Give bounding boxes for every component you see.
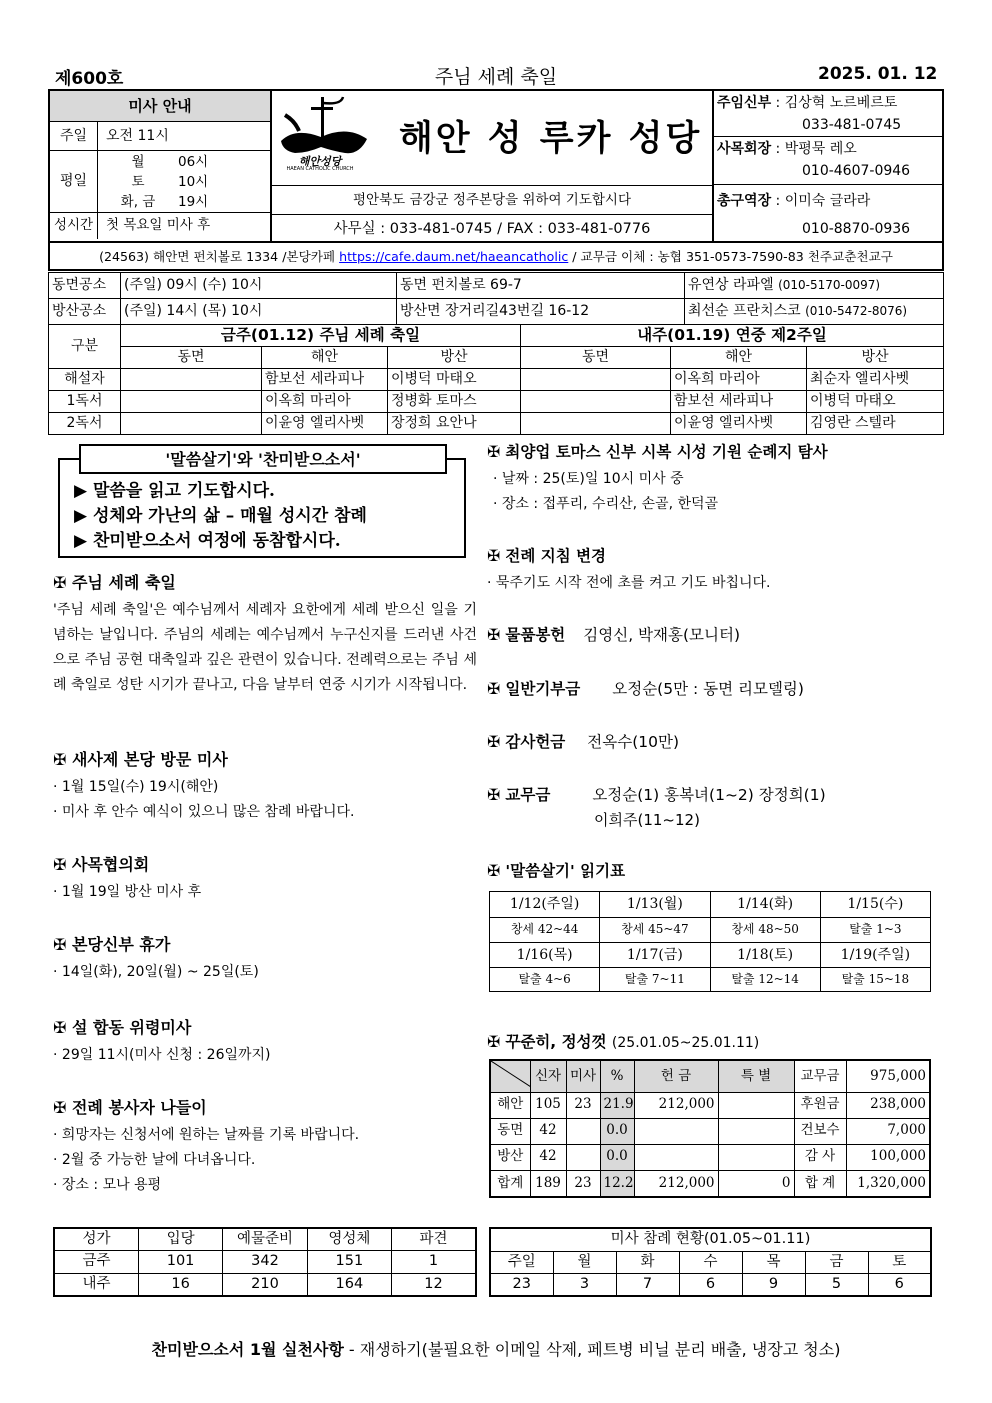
col-header: 예물준비: [223, 1228, 307, 1250]
table-cell: 함보선 세라피나: [262, 369, 388, 391]
office-contact: 사무실 : 033-481-0745 / FAX : 033-481-0776: [333, 221, 651, 237]
notice-outing: [53, 1095, 477, 1198]
table-cell: 이윤영 엘리사벳: [671, 413, 807, 435]
table-cell: 42: [530, 1144, 566, 1170]
table-cell: [521, 369, 671, 391]
table-cell: [566, 1144, 600, 1170]
station-name: 방산공소: [49, 299, 121, 325]
weekday-time: 19시: [178, 194, 209, 210]
col-header: 동면: [521, 347, 671, 369]
section-title: ✠ '말씀살기' 읽기표: [487, 862, 626, 880]
section-value: 김영신, 박재홍(모니터): [583, 626, 740, 644]
staff-role: 주임신부: [717, 95, 772, 111]
station-address: 방산면 장거리길43번길 16-12: [397, 299, 685, 325]
weekday-day: 화, 금: [120, 194, 156, 210]
table-cell: 189: [530, 1170, 566, 1197]
motto-item: ▶ 성체와 가난의 삶 – 매월 성시간 참례: [74, 506, 367, 526]
notice-donation: [487, 623, 740, 645]
section-title: ✠ 설 합동 위령미사: [53, 1018, 192, 1037]
reading-date: 1/16(목): [490, 943, 600, 968]
table-cell: [634, 1118, 718, 1144]
reading-date: 1/15(수): [820, 892, 930, 918]
staff-role: 총구역장: [717, 193, 772, 209]
table-cell: 212,000: [634, 1170, 718, 1197]
role-label: 2독서: [49, 413, 121, 435]
footer-text: - 재생하기(불필요한 이메일 삭제, 페트병 비닐 분리 배출, 냉장고 청소): [343, 1340, 841, 1359]
mass-stats-table: [489, 1227, 932, 1297]
row-label: 합계: [490, 1170, 530, 1197]
table-cell: [566, 1118, 600, 1144]
parish-banner: [271, 89, 713, 243]
table-cell: 함보선 세라피나: [671, 391, 807, 413]
table-cell: 42: [530, 1118, 566, 1144]
col-header: 금: [805, 1251, 868, 1273]
table-cell: 내주: [54, 1273, 138, 1296]
reading-passage: 탈출 12~14: [710, 968, 820, 992]
section-title: ✠ 최양업 토마스 신부 시복 시성 기원 순례지 탐사: [487, 443, 828, 461]
col-header: 화: [616, 1251, 679, 1273]
issue-date: 2025. 01. 12: [818, 64, 938, 84]
side-label: 교무금: [794, 1060, 846, 1092]
col-header: 특 별: [718, 1060, 794, 1092]
staff-phone: 010-8870-0936: [802, 221, 911, 237]
col-header: %: [600, 1060, 634, 1092]
row-label: 해안: [490, 1092, 530, 1118]
list-item: · 날짜 : 25(토)일 10시 미사 중: [493, 467, 937, 492]
weekday-time: 06시: [178, 154, 209, 170]
row-label: 방산: [490, 1144, 530, 1170]
table-cell: 정병화 토마스: [388, 391, 521, 413]
table-cell: 23: [490, 1273, 553, 1296]
section-title: ✠ 본당신부 휴가: [53, 935, 171, 954]
finance-title-wrap: [487, 1030, 759, 1052]
cafe-link[interactable]: https://cafe.daum.net/haeancatholic: [339, 249, 569, 264]
table-row: [490, 1144, 930, 1170]
station-phone: (010-5472-8076): [805, 304, 908, 319]
notice-council: [53, 852, 477, 905]
holy-hour-value: 첫 목요일 미사 후: [106, 217, 211, 233]
staff-name: 이미숙 글라라: [784, 193, 871, 209]
row-label: 동면: [490, 1118, 530, 1144]
section-value: 오정순(5만 : 동면 리모델링): [612, 680, 804, 698]
role-label: 1독서: [49, 391, 121, 413]
reading-date: 1/17(금): [600, 943, 710, 968]
motto-list: [74, 479, 367, 554]
section-title: ✠ 물품봉헌: [487, 626, 566, 644]
col-header: 미사: [566, 1060, 600, 1092]
table-row: [49, 413, 944, 435]
table-row: [490, 1170, 930, 1197]
roles-head: 구분: [49, 325, 121, 369]
table-cell: 이병덕 마태오: [807, 391, 944, 413]
section-title: ✠ 일반기부금: [487, 680, 581, 698]
section-title: ✠ 감사헌금: [487, 733, 566, 751]
notice-vacation: [53, 932, 477, 985]
staff-box: 주임신부 : 김상혁 노르베르토 033-481-0745 사목회장 : 박평묵 레오 010-4607-0946 총구역장 : 이미숙 글라라 010-8870-0936: [712, 89, 944, 243]
side-label: 감 사: [794, 1144, 846, 1170]
table-cell: [521, 413, 671, 435]
table-cell: 0.0: [600, 1144, 634, 1170]
table-row: [490, 1118, 930, 1144]
station-name: 동면공소: [49, 273, 121, 299]
station-times: (주일) 09시 (수) 10시: [121, 273, 397, 299]
reading-date: 1/19(주일): [820, 943, 930, 968]
side-value: 7,000: [846, 1118, 930, 1144]
col-header: 동면: [121, 347, 262, 369]
holy-hour-label: 성시간: [50, 213, 98, 239]
section-title: ✠ 전례 봉사자 나들이: [53, 1098, 207, 1117]
table-cell: [718, 1144, 794, 1170]
footer: [0, 1337, 992, 1360]
col-header: 수: [679, 1251, 742, 1273]
notice-special-gift: [487, 677, 804, 699]
table-cell: 105: [530, 1092, 566, 1118]
address-line: [48, 243, 944, 271]
table-cell: [121, 391, 262, 413]
list-item: · 희망자는 신청서에 원하는 날짜를 기록 바랍니다.: [53, 1123, 477, 1148]
station-address: 동면 펀치볼로 69-7: [397, 273, 685, 299]
list-item: · 14일(화), 20일(월) ~ 25일(토): [53, 960, 477, 985]
table-cell: 164: [307, 1273, 391, 1296]
mass-info: [48, 89, 272, 243]
weekday-day: 토: [131, 174, 145, 190]
col-header: 영성체: [307, 1228, 391, 1250]
col-header: 주일: [490, 1251, 553, 1273]
table-row: [54, 1250, 476, 1273]
reading-passage: 창세 45~47: [600, 918, 710, 943]
stations-table: [48, 272, 944, 325]
table-cell: 3: [553, 1273, 616, 1296]
table-cell: 151: [307, 1250, 391, 1273]
table-cell: 12.2: [600, 1170, 634, 1197]
list-item: · 1월 15일(수) 19시(해안): [53, 775, 477, 800]
table-cell: 이옥희 마리아: [671, 369, 807, 391]
table-cell: 1: [392, 1250, 476, 1273]
section-title: ✠ 새사제 본당 방문 미사: [53, 750, 228, 769]
next-week-title: 내주(01.19) 연중 제2주일: [521, 325, 944, 347]
table-cell: [718, 1118, 794, 1144]
table-cell: 최순자 엘리사벳: [807, 369, 944, 391]
table-cell: 김영란 스텔라: [807, 413, 944, 435]
motto-item: ▶ 찬미받으소서 여정에 동참합시다.: [74, 531, 341, 551]
col-header: 목: [742, 1251, 805, 1273]
staff-role: 사목회장: [717, 141, 772, 157]
side-value: 1,320,000: [846, 1170, 930, 1197]
table-cell: [718, 1092, 794, 1118]
finance-table: [489, 1059, 931, 1198]
staff-phone: 010-4607-0946: [802, 163, 911, 179]
table-cell: 6: [679, 1273, 742, 1296]
table-cell: [521, 391, 671, 413]
table-row: [54, 1273, 476, 1296]
notice-baptism: [53, 570, 477, 698]
list-item: · 묵주기도 시작 전에 초를 켜고 기도 바칩니다.: [487, 571, 937, 596]
prayer-intention: 평안북도 금강군 정주본당을 위하여 기도합시다: [271, 185, 713, 215]
list-item: · 미사 후 안수 예식이 있으니 많은 참례 바랍니다.: [53, 800, 477, 825]
col-header: 방산: [807, 347, 944, 369]
side-label: 후원금: [794, 1092, 846, 1118]
motto-title: '말씀살기'와 '찬미받으소서': [79, 444, 447, 474]
table-cell: [121, 413, 262, 435]
section-title: ✠ 사목협의회: [53, 855, 150, 874]
weekday-time: 10시: [178, 174, 209, 190]
col-header: 해안: [671, 347, 807, 369]
table-cell: 101: [138, 1250, 222, 1273]
section-title: ✠ 전례 지침 변경: [487, 547, 607, 565]
logo-text: 해안성당: [298, 155, 342, 168]
table-cell: 5: [805, 1273, 868, 1296]
station-leader: 최선순 프란치스코: [688, 303, 801, 320]
table-cell: [121, 369, 262, 391]
table-cell: 9: [742, 1273, 805, 1296]
reading-passage: 탈출 7~11: [600, 968, 710, 992]
table-row: [490, 1092, 930, 1118]
list-item: · 장소 : 모나 용평: [53, 1173, 477, 1198]
table-cell: 23: [566, 1092, 600, 1118]
reading-title-wrap: [487, 859, 625, 881]
list-item: · 1월 19일 방산 미사 후: [53, 880, 477, 905]
section-title: ✠ 주님 세례 축일: [53, 573, 176, 592]
table-cell: 금주: [54, 1250, 138, 1273]
table-cell: 21.9: [600, 1092, 634, 1118]
reading-passage: 탈출 4~6: [490, 968, 600, 992]
role-label: 해설자: [49, 369, 121, 391]
col-header: 월: [553, 1251, 616, 1273]
address-text: (24563) 해안면 펀치볼로 1334 /본당카페: [99, 249, 340, 264]
table-cell: 210: [223, 1273, 307, 1296]
col-header: 입당: [138, 1228, 222, 1250]
table-cell: 0: [718, 1170, 794, 1197]
this-week-title: 금주(01.12) 주님 세례 축일: [121, 325, 521, 347]
table-cell: 6: [868, 1273, 931, 1296]
table-cell: 16: [138, 1273, 222, 1296]
notice-thanks: [487, 730, 679, 752]
logo-subtext: HAEAN CATHOLIC CHURCH: [286, 166, 354, 172]
reading-date: 1/14(화): [710, 892, 820, 918]
col-header: 파견: [392, 1228, 476, 1250]
reading-date: 1/18(토): [710, 943, 820, 968]
section-text: '주님 세례 축일'은 예수님께서 세례자 요한에게 세례 받으신 일을 기념하는 날입니다. 주님의 세례는 예수님께서 누구신지를 드러낸 사건으로 주님 공현 대축일과 깊은 관련이 있습니다. 전례력으로는 주님 세례 축일로 성탄 시기가 끝나고, 다음 날부터 연중 시기가 시작됩니다.: [53, 602, 477, 693]
staff-name: 김상혁 노르베르토: [784, 95, 898, 111]
notice-pilgrimage: [487, 440, 937, 517]
table-cell: 7: [616, 1273, 679, 1296]
notice-memorial-mass: [53, 1015, 477, 1068]
table-cell: 이윤영 엘리사벳: [262, 413, 388, 435]
col-header: 방산: [388, 347, 521, 369]
table-cell: 장정희 요안나: [388, 413, 521, 435]
sunday-label: 주일: [50, 122, 98, 150]
col-header: 해안: [262, 347, 388, 369]
reading-date: 1/13(월): [600, 892, 710, 918]
col-header: 헌 금: [634, 1060, 718, 1092]
station-leader: 유연상 라파엘: [688, 277, 774, 294]
station-phone: (010-5170-0097): [778, 278, 881, 293]
diagonal-icon: [491, 1061, 531, 1087]
table-row: [490, 1273, 931, 1296]
reading-passage: 창세 42~44: [490, 918, 600, 943]
finance-period: (25.01.05~25.01.11): [611, 1035, 760, 1051]
table-cell: 23: [566, 1170, 600, 1197]
side-label: 합 계: [794, 1170, 846, 1197]
table-cell: 0.0: [600, 1118, 634, 1144]
station-times: (주일) 14시 (목) 10시: [121, 299, 397, 325]
section-value-2: 이희주(11~12): [594, 811, 700, 829]
roles-table: [48, 324, 944, 435]
table-row: [49, 369, 944, 391]
side-label: 건보수: [794, 1118, 846, 1144]
table-row: [49, 391, 944, 413]
list-item: · 2월 중 가능한 날에 다녀옵니다.: [53, 1148, 477, 1173]
parish-name: 해안 성 루카 성당: [399, 119, 703, 159]
notice-dues: [487, 783, 826, 830]
sunday-time: 오전 11시: [106, 128, 169, 144]
footer-title: 찬미받으소서 1월 실천사항: [151, 1340, 344, 1359]
table-cell: [634, 1144, 718, 1170]
table-cell: 12: [392, 1273, 476, 1296]
col-header: 성가: [54, 1228, 138, 1250]
side-value: 100,000: [846, 1144, 930, 1170]
reading-table: [489, 891, 931, 992]
table-cell: 이옥희 마리아: [262, 391, 388, 413]
col-header: 토: [868, 1251, 931, 1273]
table-cell: 이병덕 마태오: [388, 369, 521, 391]
table-cell: 342: [223, 1250, 307, 1273]
mass-info-title: 미사 안내: [50, 91, 270, 122]
list-item: · 장소 : 접푸리, 수리산, 손골, 한덕골: [493, 492, 937, 517]
attendance-table: [53, 1227, 477, 1297]
reading-date: 1/12(주일): [490, 892, 600, 918]
feast-title: 주님 세례 축일: [434, 66, 558, 88]
reading-passage: 탈출 15~18: [820, 968, 930, 992]
notice-new-priest: [53, 747, 477, 825]
reading-passage: 창세 48~50: [710, 918, 820, 943]
mass-stats-title: 미사 참례 현황(01.05~01.11): [490, 1228, 931, 1251]
section-title: ✠ 꾸준히, 정성껏: [487, 1033, 607, 1051]
section-title: ✠ 교무금: [487, 786, 551, 804]
motto-item: ▶ 말씀을 읽고 기도합시다.: [74, 481, 275, 501]
staff-name: 박평묵 레오: [784, 141, 857, 157]
notice-liturgy: [487, 544, 937, 596]
staff-phone: 033-481-0745: [802, 117, 902, 133]
issue-number: 제600호: [55, 69, 124, 89]
col-header: 신자: [530, 1060, 566, 1092]
section-value: 오정순(1) 홍복녀(1~2) 장정희(1): [592, 786, 826, 804]
table-cell: 212,000: [634, 1092, 718, 1118]
account-text: / 교무금 이체 : 농협 351-0573-7590-83 천주교춘천교구: [568, 249, 893, 264]
side-value: 975,000: [846, 1060, 930, 1092]
side-value: 238,000: [846, 1092, 930, 1118]
reading-passage: 탈출 1~3: [820, 918, 930, 943]
weekday-day: 월: [131, 154, 145, 170]
section-value: 전옥수(10만): [587, 733, 679, 751]
weekday-label: 평일: [50, 151, 98, 212]
list-item: · 29일 11시(미사 신청 : 26일까지): [53, 1043, 477, 1068]
